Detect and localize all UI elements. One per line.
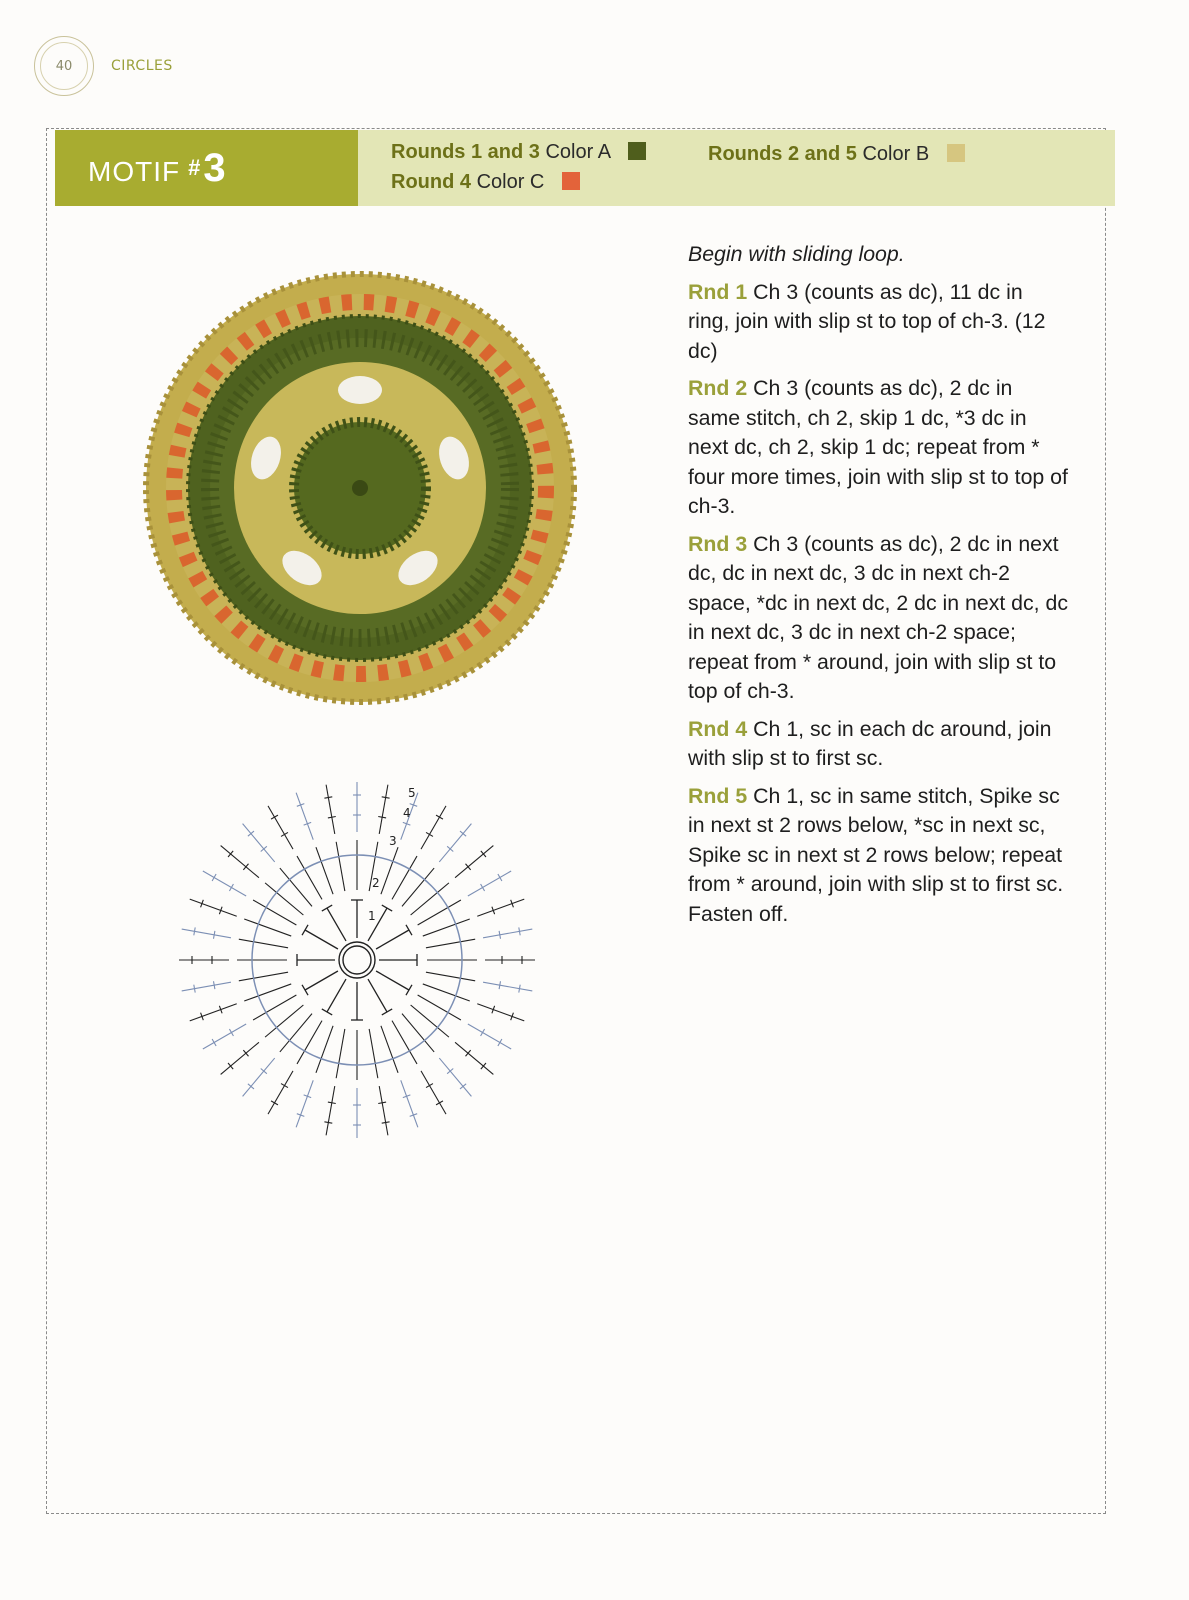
round-text: Ch 3 (counts as dc), 2 dc in same stitch, ch 2, skip 1 dc, *3 dc in next dc, ch 2, skip 1 dc; repeat from * four more times, join with slip st to top of ch-3. <box>688 376 1068 518</box>
stitch-mark <box>483 982 532 991</box>
stitch-mark <box>378 1102 386 1103</box>
stitch-mark <box>421 806 446 849</box>
stitch-mark <box>268 1071 293 1114</box>
stitch-mark <box>376 930 409 949</box>
color-key-c <box>391 171 580 194</box>
stitch-mark <box>327 908 346 941</box>
stitch-mark <box>328 1102 336 1103</box>
stitch-mark <box>271 815 278 819</box>
stitch-mark <box>302 925 308 935</box>
stitch-mark <box>426 1084 433 1088</box>
stitch-mark <box>305 930 338 949</box>
stitch-mark <box>519 985 520 993</box>
round-label-4: 4 <box>403 806 411 820</box>
round-1-instruction <box>688 278 1068 367</box>
stitch-mark <box>423 984 470 1001</box>
motif-title-block <box>55 130 358 206</box>
color-key-rounds: Rounds 2 and 5 <box>708 143 857 165</box>
stitch-mark <box>212 1039 216 1046</box>
page-number: 40 <box>40 42 88 90</box>
stitch-mark <box>421 1071 446 1114</box>
stitch-mark <box>498 874 502 881</box>
round-label: Rnd 2 <box>688 376 748 400</box>
stitch-mark <box>481 1029 485 1036</box>
stitch-mark <box>322 905 332 911</box>
round-3-instruction <box>688 530 1068 707</box>
stitch-mark <box>271 1101 278 1105</box>
page-number-badge <box>34 36 94 96</box>
stitch-mark <box>326 1086 335 1135</box>
stitch-mark <box>436 1101 443 1105</box>
stitch-mark <box>379 1086 388 1135</box>
stitch-mark <box>378 817 386 818</box>
color-key-color: Color B <box>862 143 930 165</box>
stitch-mark <box>243 1058 275 1096</box>
crochet-chart-diagram <box>172 775 542 1145</box>
color-key-color: Color A <box>545 141 610 163</box>
color-key-rounds: Round 4 <box>391 171 471 193</box>
stitch-mark <box>423 919 470 936</box>
stitch-mark <box>382 797 390 798</box>
section-name: CIRCLES <box>111 58 173 74</box>
stitch-mark <box>336 842 345 891</box>
stitch-mark <box>376 971 409 990</box>
stitch-mark <box>477 1004 524 1021</box>
crochet-motif-photo <box>142 270 578 706</box>
stitch-mark <box>379 785 388 834</box>
stitch-mark <box>436 815 443 819</box>
color-key-rounds: Rounds 1 and 3 <box>391 141 540 163</box>
round-label-5: 5 <box>408 786 416 800</box>
stitch-mark <box>316 847 333 894</box>
stitch-mark <box>268 806 293 849</box>
stitch-mark <box>316 1026 333 1073</box>
stitch-mark <box>519 927 520 935</box>
stitch-mark <box>244 919 291 936</box>
stitch-mark <box>324 1122 332 1123</box>
stitch-mark <box>382 1122 390 1123</box>
round-text: Ch 3 (counts as dc), 2 dc in next dc, dc in next dc, 3 dc in next ch-2 space, *dc in next dc, 2 dc in next dc, dc in next dc, 3 dc in next ch-2 space; repeat from * around, join with slip st to top of ch-3. <box>688 531 1069 703</box>
round-text: Ch 3 (counts as dc), 11 dc in ring, join with slip st to top of ch-3. (12 dc) <box>688 279 1046 363</box>
round-label: Rnd 3 <box>688 531 748 556</box>
stitch-mark <box>322 1009 332 1015</box>
stitch-mark <box>326 785 335 834</box>
stitch-mark <box>498 1039 502 1046</box>
round-5-instruction <box>688 782 1068 930</box>
stitch-mark <box>229 1029 233 1036</box>
stitch-mark <box>324 797 332 798</box>
stitch-mark <box>499 931 500 939</box>
stitch-mark <box>477 899 524 916</box>
color-key-a <box>391 141 646 164</box>
stitch-mark <box>239 939 288 948</box>
stitch-mark <box>296 793 313 840</box>
motif-hash: # <box>188 154 202 180</box>
color-key-color: Color C <box>476 171 545 193</box>
stitch-mark <box>481 884 485 891</box>
stitch-mark <box>401 1080 418 1127</box>
stitch-mark <box>214 981 215 989</box>
round-label-2: 2 <box>372 876 380 890</box>
stitch-mark <box>190 899 237 916</box>
round-text: Ch 1, sc in same stitch, Spike sc in next st 2 rows below, *sc in next sc, Spike sc in next st 2 rows below; repeat from * around, join with slip st to first sc. Fasten off. <box>688 783 1064 926</box>
stitch-mark <box>382 1009 392 1015</box>
round-2-instruction <box>688 374 1068 522</box>
stitch-mark <box>499 981 500 989</box>
stitch-mark <box>305 971 338 990</box>
stitch-mark <box>244 984 291 1001</box>
stitch-mark <box>212 874 216 881</box>
stitch-mark <box>327 979 346 1012</box>
stitch-mark <box>368 979 387 1012</box>
stitch-mark <box>239 972 288 981</box>
stitch-mark <box>468 871 511 896</box>
stitch-mark <box>406 985 412 995</box>
stitch-mark <box>203 871 246 896</box>
instructions <box>688 240 1068 937</box>
stitch-mark <box>203 1024 246 1049</box>
stitch-mark <box>182 982 231 991</box>
stitch-mark <box>483 929 532 938</box>
round-label-3: 3 <box>389 834 397 848</box>
stitch-mark <box>243 824 275 862</box>
motif-number: 3 <box>203 145 227 190</box>
stitch-mark <box>406 925 412 935</box>
stitch-mark <box>468 1024 511 1049</box>
stitch-mark <box>221 846 259 878</box>
stitch-mark <box>439 824 471 862</box>
color-b-swatch <box>947 144 965 162</box>
stitch-mark <box>439 1058 471 1096</box>
stitch-mark <box>381 1026 398 1073</box>
round-label: Rnd 4 <box>688 716 748 741</box>
stitch-mark <box>221 1042 259 1074</box>
stitch-mark <box>336 1029 345 1078</box>
motif-title <box>88 146 227 191</box>
color-c-swatch <box>562 172 580 190</box>
stitch-mark <box>426 832 433 836</box>
stitch-mark <box>194 927 195 935</box>
round-label: Rnd 1 <box>688 279 748 304</box>
stitch-mark <box>426 939 475 948</box>
stitch-mark <box>302 985 308 995</box>
round-label-1: 1 <box>368 909 376 923</box>
stitch-mark <box>455 1042 493 1074</box>
stitch-mark <box>281 832 288 836</box>
stitch-mark <box>328 817 336 818</box>
stitch-mark <box>381 847 398 894</box>
stitch-mark <box>455 846 493 878</box>
round-4-instruction <box>688 715 1068 774</box>
color-key-b <box>708 143 965 166</box>
stitch-mark <box>296 1080 313 1127</box>
intro-text: Begin with sliding loop. <box>688 242 905 266</box>
motif-title-label: MOTIF <box>88 155 181 187</box>
stitch-mark <box>214 931 215 939</box>
stitch-mark <box>182 929 231 938</box>
stitch-mark <box>190 1004 237 1021</box>
stitch-mark <box>382 905 392 911</box>
color-a-swatch <box>628 142 646 160</box>
round-text: Ch 1, sc in each dc around, join with slip st to first sc. <box>688 716 1052 770</box>
stitch-mark <box>194 985 195 993</box>
stitch-mark <box>229 884 233 891</box>
stitch-mark <box>426 972 475 981</box>
stitch-mark <box>369 1029 378 1078</box>
round-label: Rnd 5 <box>688 783 748 808</box>
stitch-mark <box>281 1084 288 1088</box>
